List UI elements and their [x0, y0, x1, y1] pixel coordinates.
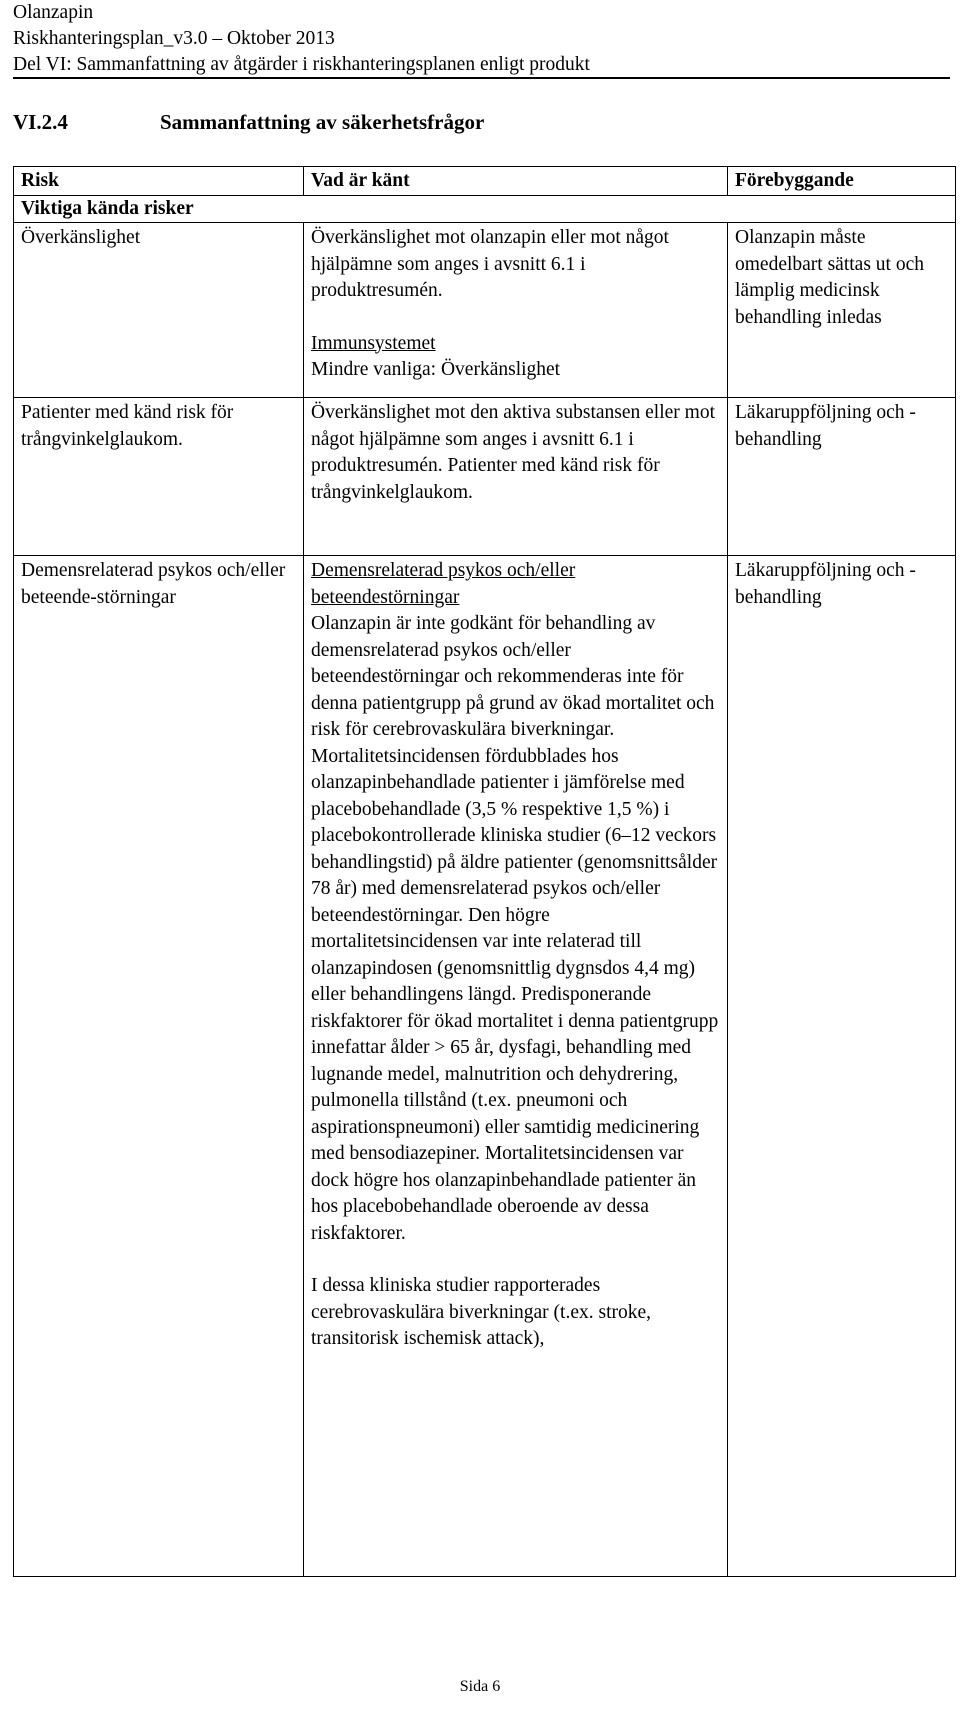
page-number: Sida 6	[459, 1678, 501, 1695]
known-cell	[304, 556, 728, 1577]
risk-cell: Överkänslighet	[14, 223, 304, 398]
table-row	[14, 556, 956, 1577]
risk-cell: Demensrelaterad psykos och/eller beteende-störningar	[14, 556, 304, 1577]
table-subheading-row	[14, 195, 956, 223]
frequency-text: Mindre vanliga: Överkänslighet	[311, 359, 561, 380]
section-number: VI.2.4	[13, 110, 68, 134]
risk-cell: Patienter med känd risk för trångvinkelglaukom.	[14, 398, 304, 556]
document-header	[13, 0, 948, 78]
table-row	[14, 398, 956, 556]
table-header-row	[14, 167, 956, 196]
prevention-cell: Läkaruppföljning och -behandling	[728, 556, 956, 1577]
section-heading	[13, 108, 484, 136]
header-plan-version: Riskhanteringsplan_v3.0 – Oktober 2013	[13, 28, 335, 49]
condition-link[interactable]: Demensrelaterad psykos och/eller beteendestörningar	[311, 560, 576, 608]
header-product: Olanzapin	[13, 2, 94, 23]
known-cell	[304, 223, 728, 398]
column-header-known: Vad är känt	[304, 167, 728, 196]
known-cell: Överkänslighet mot den aktiva substansen eller mot något hjälpämne som anges i avsnitt 6.1 i produktresumén. Patienter med känd risk för trångvinkelglaukom.	[304, 398, 728, 556]
header-part-title: Del VI: Sammanfattning av åtgärder i riskhanteringsplanen enligt produkt	[13, 54, 590, 75]
section-title: Sammanfattning av säkerhetsfrågor	[160, 110, 485, 134]
organ-class-link[interactable]: Immunsystemet	[311, 332, 436, 354]
study-note-text: I dessa kliniska studier rapporterades cerebrovaskulära biverkningar (t.ex. stroke, transitorisk ischemisk attack),	[311, 1275, 652, 1349]
column-header-risk: Risk	[14, 167, 304, 196]
prevention-cell: Olanzapin måste omedelbart sättas ut och lämplig medicinsk behandling inledas	[728, 223, 956, 398]
safety-concerns-table	[13, 166, 956, 1577]
known-text: Olanzapin är inte godkänt för behandling av demensrelaterad psykos och/eller beteendestörningar och rekommenderas inte för denna patientgrupp på grund av ökad mortalitet och risk för cerebrovaskulära biverkningar. Mortalitetsincidensen fördubblades hos olanzapinbehandlade patienter i jämförelse med placebobehandlade (3,5 % respektive 1,5 %) i placebokontrollerade kliniska studier (6–12 veckors behandlingstid) på äldre patienter (genomsnittsålder 78 år) med demensrelaterad psykos och/eller beteendestörningar. Den högre mortalitetsincidensen var inte relaterad till olanzapindosen (genomsnittlig dygnsdos 4,4 mg) eller behandlingens längd. Predisponerande riskfaktorer för ökad mortalitet i denna patientgrupp innefattar ålder > 65 år, dysfagi, behandling med lugnande medel, malnutrition och dehydrering, pulmonella tillstånd (t.ex. pneumoni och aspirationspneumoni) eller samtidig medicinering med bensodiazepiner. Mortalitetsincidensen var dock högre hos olanzapinbehandlade patienter än hos placebobehandlade oberoende av dessa riskfaktorer.	[311, 613, 719, 1244]
known-text: Överkänslighet mot olanzapin eller mot något hjälpämne som anges i avsnitt 6.1 i produktresumén.	[311, 227, 669, 301]
prevention-cell: Läkaruppföljning och -behandling	[728, 398, 956, 556]
header-divider	[13, 77, 950, 79]
important-risks-subheading: Viktiga kända risker	[14, 195, 956, 223]
column-header-prevention: Förebyggande	[728, 167, 956, 196]
table-row	[14, 223, 956, 398]
